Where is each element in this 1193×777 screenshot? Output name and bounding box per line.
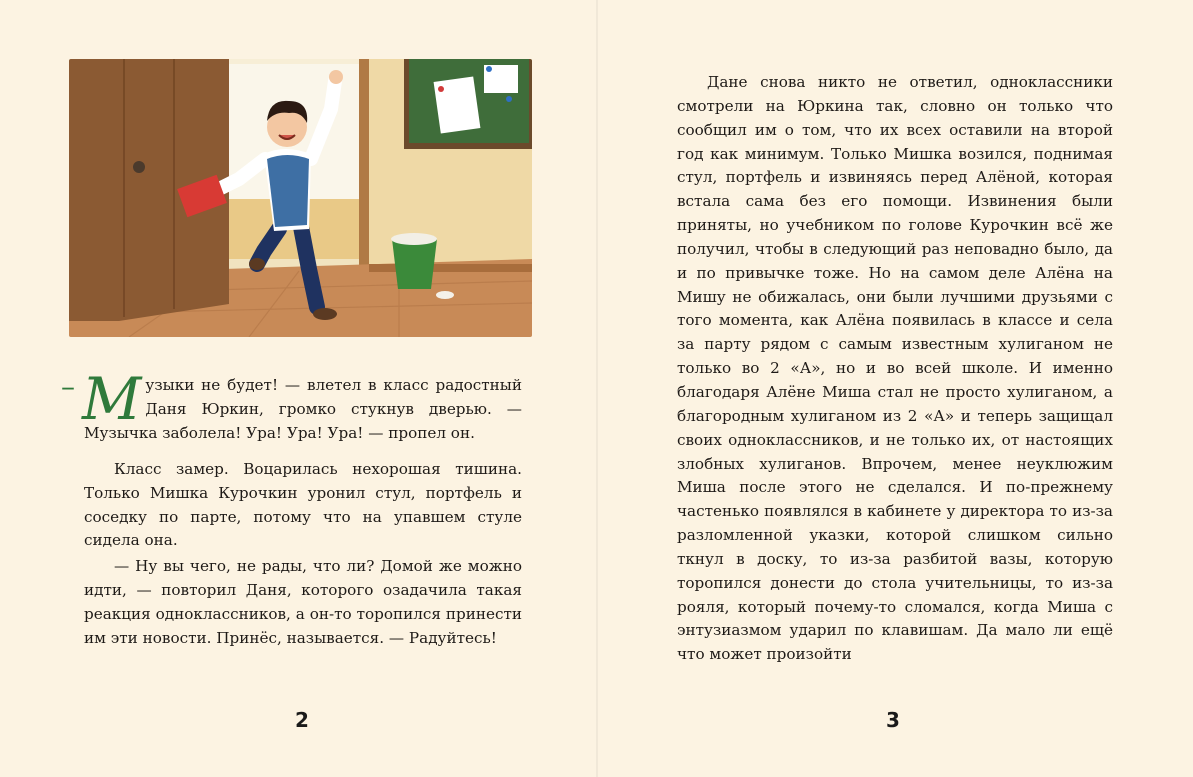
right-page-text [677,71,1113,667]
paragraph-text: узыки не будет! — влетел в класс радостный Даня Юркин, громко стукнув дверью. — Музычка заболела! Ура! Ура! Ура! — пропел он. [84,376,522,442]
book-gutter [596,0,598,777]
paragraph: Класс замер. Воцарилась нехорошая тишина. Только Мишка Курочкин уронил стул, портфель и соседку по парте, потому что на упавшем стуле сидела она. [84,459,522,550]
paragraph: Дане снова никто не ответил, одноклассники смотрели на Юркина так, словно он только что сообщил им о том, что их всех оставили на второй год как минимум. Только Мишка возился, поднимая стул, портфель и извиняясь перед Алёной, которая встала сама без его помощи. Извинения были приняты, но учебником по голове Курочкин всё же получил, чтобы в следующий раз неповадно было, да и по привычке тоже. Но на самом деле Алёна на Мишу не обижалась, они были лучшими друзьями с того момента, как Алёна появилась в классе и села за парту рядом с самым известным хулиганом не только во 2 «А», но и во всей школе. И именно благодаря Алёне Миша стал не просто хулиганом, а благородным хулиганом из 2 «А» и теперь защищал своих одноклассников, и не только их, от настоящих злобных хулиганов. Впрочем, менее неуклюжим Миша после этого не сделался. И по-прежнему частенько появлялся в кабинете у директора то из-за разломленной указки, которой слишком сильно ткнул в доску, то из-за разбитой вазы, которую торопился донести до стола учительницы, то из-за рояля, который почему-то сломался, когда Миша с энтузиазмом ударил по клавишам. Да мало ли ещё что может произойти [677,73,1113,664]
chapter-illustration [69,59,532,337]
paragraph: — Ну вы чего, не рады, что ли? Домой же можно идти, — повторил Даня, которого озадачила такая реакция одноклассников, а он-то торопился принести им эти новости. Принёс, называется. — Радуйтесь! [84,557,522,648]
opening-paragraph [61,365,522,446]
page-number-left: 2 [295,708,309,732]
left-page-text [61,365,522,651]
page-number-right: 3 [886,708,900,732]
dropcap-dash: – [61,370,75,403]
dropcap-letter: М [82,365,142,433]
